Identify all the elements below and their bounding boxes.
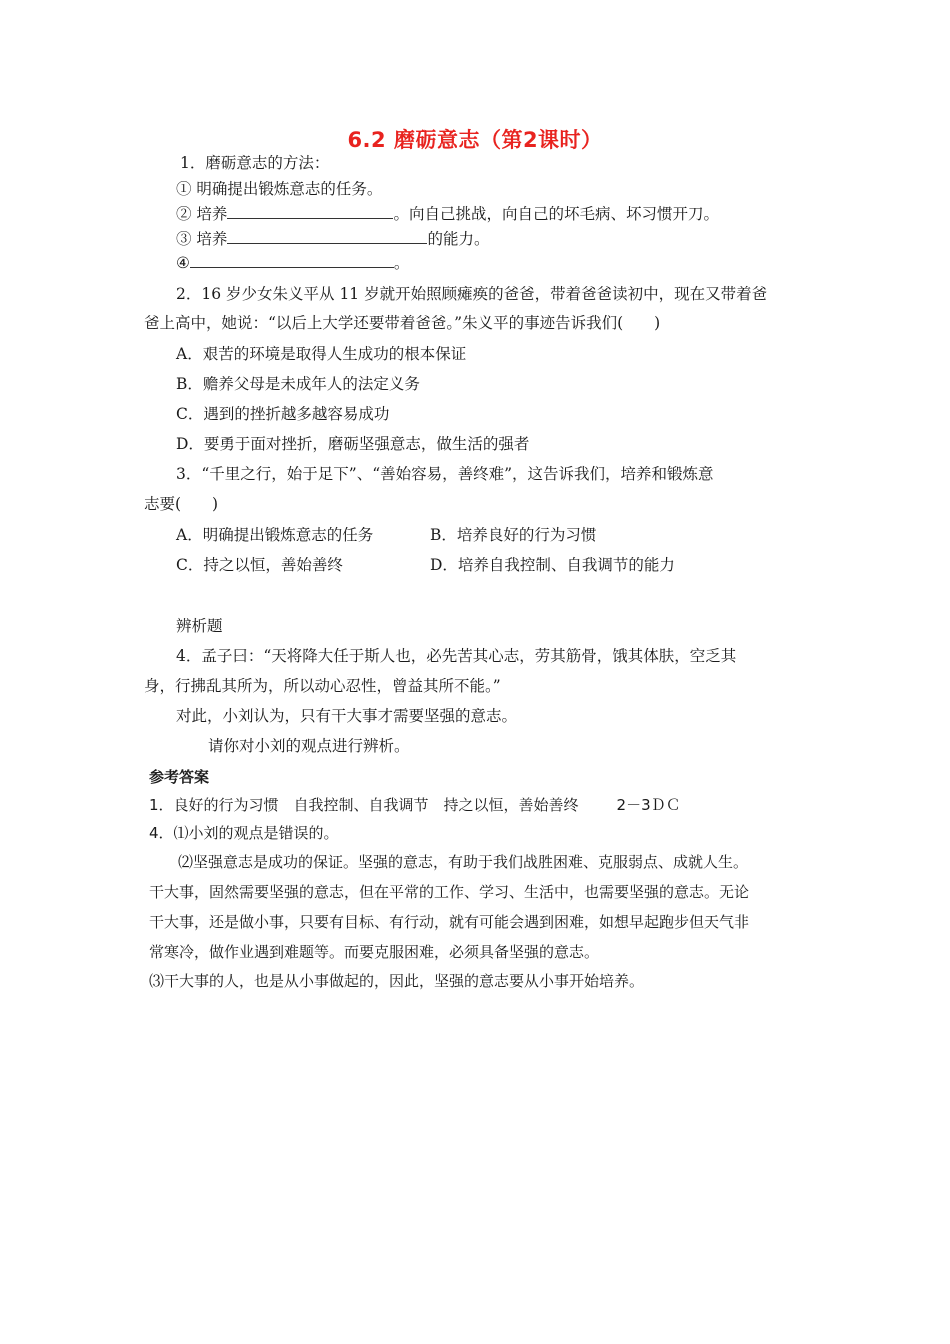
answers-line-7: ⑶干大事的人，也是从小事做起的，因此，坚强的意志要从小事开始培养。 xyxy=(149,972,645,990)
q1-item-2 xyxy=(176,204,719,224)
q2-stem-line-2: 爸上高中，她说：“以后上大学还要带着爸爸。”朱义平的事迹告诉我们( ) xyxy=(144,314,661,332)
answers-line-4: 干大事，固然需要坚强的意志，但在平常的工作、学习、生活中，也需要坚强的意志。无论 xyxy=(149,883,750,901)
answers-line-2: 4．⑴小刘的观点是错误的。 xyxy=(149,824,339,842)
q3-option-b: B．培养良好的行为习惯 xyxy=(430,526,597,544)
q3-option-d: D．培养自我控制、自我调节的能力 xyxy=(430,556,675,574)
q1-item-3-suffix: 的能力。 xyxy=(427,230,490,248)
q4-line-3: 对此，小刘认为，只有干大事才需要坚强的意志。 xyxy=(176,707,518,725)
q2-option-d: D．要勇于面对挫折，磨砺坚强意志，做生活的强者 xyxy=(176,435,530,453)
q1-item-2-prefix: ② 培养 xyxy=(176,205,228,223)
q1-item-4-blank xyxy=(190,253,394,268)
q1-item-3-prefix: ③ 培养 xyxy=(176,230,228,248)
q1-heading: 1．磨砺意志的方法： xyxy=(180,154,330,172)
q3-option-a: A．明确提出锻炼意志的任务 xyxy=(176,526,374,544)
answers-line-1-choices: 2－3ＤＣ xyxy=(616,796,681,814)
q1-item-4 xyxy=(176,253,409,273)
q2-option-b: B．赡养父母是未成年人的法定义务 xyxy=(176,375,420,393)
q1-item-4-suffix: 。 xyxy=(393,254,410,272)
q1-item-3 xyxy=(176,229,489,249)
q4-stem-line-1: 4．孟子曰：“天将降大任于斯人也，必先苦其心志，劳其筋骨，饿其体肤，空乏其 xyxy=(176,647,737,665)
q3-stem-line-2: 志要( ) xyxy=(144,495,219,513)
q2-option-c: C．遇到的挫折越多越容易成功 xyxy=(176,405,390,423)
q2-stem-line-1: 2．16 岁少女朱义平从 11 岁就开始照顾瘫痪的爸爸，带着爸爸读初中，现在又带着爸 xyxy=(176,285,768,303)
q1-item-1: ① 明确提出锻炼意志的任务。 xyxy=(176,180,383,198)
q3-stem-line-1: 3．“千里之行，始于足下”、“善始容易，善终难”，这告诉我们，培养和锻炼意 xyxy=(176,465,714,483)
q4-line-4: 请你对小刘的观点进行辨析。 xyxy=(208,737,410,755)
answers-heading: 参考答案 xyxy=(149,768,210,786)
answers-line-1 xyxy=(149,795,681,815)
answers-line-1-main: 1．良好的行为习惯 自我控制、自我调节 持之以恒，善始善终 xyxy=(149,796,579,814)
page-title: 6.2 磨砺意志（第2课时） xyxy=(347,128,603,152)
section-heading: 辨析题 xyxy=(176,617,223,635)
answers-line-6: 常寒冷，做作业遇到难题等。而要克服困难，必须具备坚强的意志。 xyxy=(149,943,600,961)
q1-item-2-blank xyxy=(227,204,393,219)
q3-option-c: C．持之以恒，善始善终 xyxy=(176,556,343,574)
q1-item-3-blank xyxy=(227,229,427,244)
q1-item-2-suffix: 。向自己挑战，向自己的坏毛病、坏习惯开刀。 xyxy=(393,205,719,223)
q2-option-a: A．艰苦的环境是取得人生成功的根本保证 xyxy=(176,345,467,363)
q1-item-4-prefix: ④ xyxy=(176,254,190,272)
q4-stem-line-2: 身，行拂乱其所为，所以动心忍性，曾益其所不能。” xyxy=(144,677,501,695)
answers-line-3: ⑵坚强意志是成功的保证。坚强的意志，有助于我们战胜困难、克服弱点、成就人生。 xyxy=(178,853,749,871)
answers-line-5: 干大事，还是做小事，只要有目标、有行动，就有可能会遇到困难，如想早起跑步但天气非 xyxy=(149,913,750,931)
